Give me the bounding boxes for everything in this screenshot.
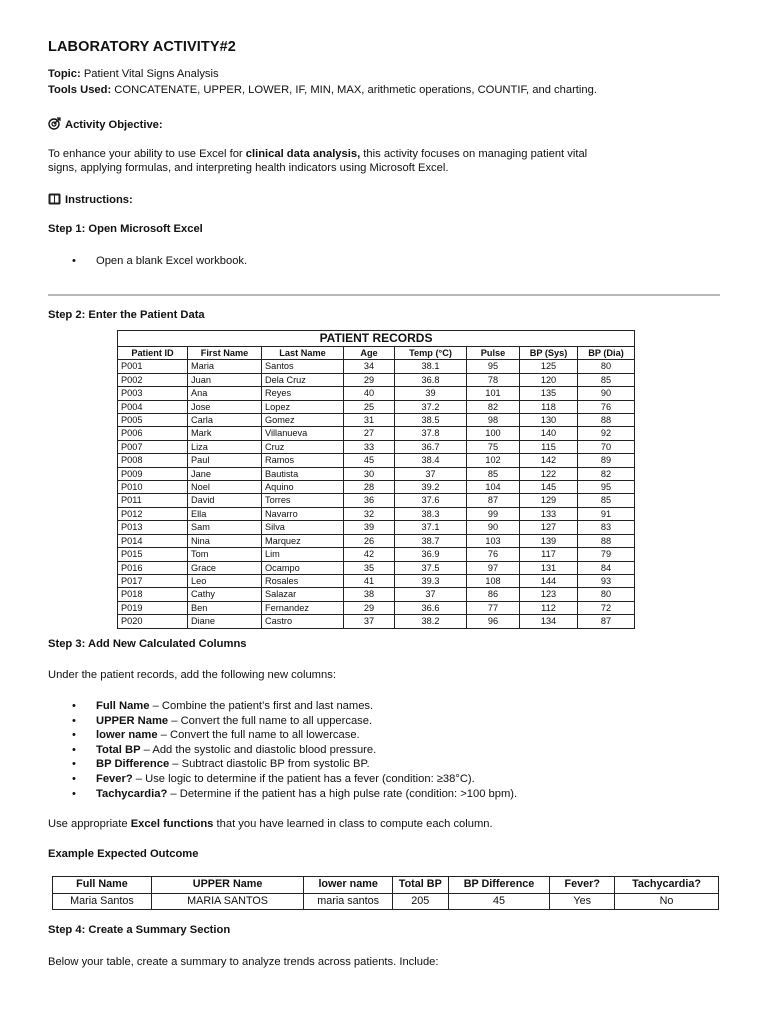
table-cell: P004 [118, 400, 188, 413]
table-cell: P002 [118, 373, 188, 386]
table-cell: P001 [118, 360, 188, 373]
table-cell: 144 [520, 574, 578, 587]
table-cell: P016 [118, 561, 188, 574]
table-cell: 75 [467, 440, 520, 453]
column-header: Full Name [53, 877, 152, 894]
table-cell: 104 [467, 481, 520, 494]
table-row [118, 400, 635, 413]
table-cell: 129 [520, 494, 578, 507]
step4-heading: Step 4: Create a Summary Section [48, 924, 231, 936]
instructions-heading [48, 193, 133, 208]
table-row [53, 893, 719, 910]
table-cell: P011 [118, 494, 188, 507]
table-cell: 32 [344, 507, 395, 520]
table-cell: 88 [578, 534, 635, 547]
table-cell: Diane [188, 615, 262, 628]
column-header: UPPER Name [151, 877, 303, 894]
column-header: BP (Sys) [520, 347, 578, 360]
column-description: – Determine if the patient has a high pulse rate (condition: >100 bpm). [167, 787, 518, 800]
tools-line [48, 84, 597, 96]
table-cell: 95 [467, 360, 520, 373]
table-cell: 31 [344, 414, 395, 427]
table-cell: 92 [578, 427, 635, 440]
table-cell: 83 [578, 521, 635, 534]
table-cell: 90 [578, 387, 635, 400]
table-cell: 85 [467, 467, 520, 480]
objective-text: To enhance your ability to use Excel for [48, 148, 246, 160]
table-cell: Torres [262, 494, 344, 507]
table-cell: Yes [550, 893, 615, 910]
table-cell: 120 [520, 373, 578, 386]
column-term: Tachycardia? [96, 787, 168, 800]
table-cell: 101 [467, 387, 520, 400]
table-cell: 38.2 [395, 615, 467, 628]
table-cell: 42 [344, 548, 395, 561]
table-cell: Tom [188, 548, 262, 561]
column-header: Fever? [550, 877, 615, 894]
column-header: Total BP [393, 877, 449, 894]
table-cell: 82 [578, 467, 635, 480]
table-cell: P009 [118, 467, 188, 480]
table-cell: 76 [467, 548, 520, 561]
table-cell: maria santos [304, 893, 393, 910]
table-cell: Cathy [188, 588, 262, 601]
column-header: BP Difference [448, 877, 550, 894]
table-cell: 98 [467, 414, 520, 427]
table-cell: Grace [188, 561, 262, 574]
table-row [118, 414, 635, 427]
table-cell: 70 [578, 440, 635, 453]
column-term: Fever? [96, 772, 133, 785]
table-cell: 36.9 [395, 548, 467, 561]
table-cell: 36.8 [395, 373, 467, 386]
table-cell: 139 [520, 534, 578, 547]
table-cell: P015 [118, 548, 188, 561]
table-cell: 45 [344, 454, 395, 467]
table-cell: P020 [118, 615, 188, 628]
list-item [72, 699, 517, 714]
list-item [72, 787, 517, 802]
table-header-row [53, 877, 719, 894]
list-item [72, 743, 517, 758]
table-cell: 36.6 [395, 601, 467, 614]
objective-emphasis: clinical data analysis, [245, 148, 361, 160]
table-cell: 41 [344, 574, 395, 587]
tools-value: CONCATENATE, UPPER, LOWER, IF, MIN, MAX, arithmetic operations, COUNTIF, and charting. [111, 84, 597, 96]
table-row [118, 440, 635, 453]
table-cell: 134 [520, 615, 578, 628]
table-cell: Navarro [262, 507, 344, 520]
table-header-row [118, 347, 635, 360]
table-cell: Fernandez [262, 601, 344, 614]
table-cell: P010 [118, 481, 188, 494]
table-cell: 39 [395, 387, 467, 400]
table-cell: Lim [262, 548, 344, 561]
table-cell: 34 [344, 360, 395, 373]
table-cell: Mark [188, 427, 262, 440]
table-cell: P007 [118, 440, 188, 453]
table-cell: P006 [118, 427, 188, 440]
table-cell: Gomez [262, 414, 344, 427]
table-cell: Lopez [262, 400, 344, 413]
table-cell: Rosales [262, 574, 344, 587]
table-cell: 96 [467, 615, 520, 628]
table-cell: 76 [578, 400, 635, 413]
column-header: BP (Dia) [578, 347, 635, 360]
table-cell: 37.5 [395, 561, 467, 574]
table-cell: P018 [118, 588, 188, 601]
table-cell: 37.8 [395, 427, 467, 440]
table-cell: 45 [448, 893, 550, 910]
table-cell: Reyes [262, 387, 344, 400]
functions-note-emphasis: Excel functions [130, 818, 214, 830]
table-cell: Dela Cruz [262, 373, 344, 386]
table-cell: 95 [578, 481, 635, 494]
table-cell: Jose [188, 400, 262, 413]
column-header: Pulse [467, 347, 520, 360]
table-body [118, 360, 635, 628]
target-icon [48, 117, 61, 133]
table-cell: 39.2 [395, 481, 467, 494]
table-cell: 85 [578, 373, 635, 386]
table-cell: 27 [344, 427, 395, 440]
page-title: LABORATORY ACTIVITY#2 [48, 39, 236, 55]
table-row [118, 467, 635, 480]
table-cell: 72 [578, 601, 635, 614]
column-description: – Add the systolic and diastolic blood pressure. [140, 743, 377, 756]
table-cell: Maria Santos [53, 893, 152, 910]
table-caption: PATIENT RECORDS [118, 331, 635, 347]
table-cell: 102 [467, 454, 520, 467]
objective-text-cont: this activity focuses on managing patient vital [360, 148, 588, 160]
calculated-columns-list [72, 699, 517, 801]
table-cell: 140 [520, 427, 578, 440]
table-cell: 30 [344, 467, 395, 480]
objective-line-2: signs, applying formulas, and interpreting health indicators using Microsoft Excel. [48, 162, 449, 174]
column-description: – Subtract diastolic BP from systolic BP. [169, 758, 370, 771]
table-row [118, 494, 635, 507]
table-cell: 85 [578, 494, 635, 507]
column-term: Total BP [96, 743, 141, 756]
table-row [118, 561, 635, 574]
table-cell: 38.1 [395, 360, 467, 373]
table-cell: 130 [520, 414, 578, 427]
table-cell: 79 [578, 548, 635, 561]
table-cell: 115 [520, 440, 578, 453]
table-cell: 37.6 [395, 494, 467, 507]
table-cell: Nina [188, 534, 262, 547]
table-row [118, 601, 635, 614]
table-cell: 29 [344, 601, 395, 614]
column-description: – Convert the full name to all uppercase. [168, 714, 373, 727]
table-cell: Noel [188, 481, 262, 494]
table-cell: Santos [262, 360, 344, 373]
table-row [118, 481, 635, 494]
table-cell: 26 [344, 534, 395, 547]
table-cell: 37 [344, 615, 395, 628]
table-cell: 39 [344, 521, 395, 534]
patient-records-table [117, 330, 635, 629]
table-cell: P019 [118, 601, 188, 614]
list-item [72, 772, 517, 787]
table-cell: P014 [118, 534, 188, 547]
table-cell: 89 [578, 454, 635, 467]
list-item [72, 728, 517, 743]
table-row [118, 373, 635, 386]
section-divider [48, 294, 720, 296]
step1-heading: Step 1: Open Microsoft Excel [48, 223, 203, 235]
table-cell: Cruz [262, 440, 344, 453]
table-cell: Juan [188, 373, 262, 386]
table-cell: P012 [118, 507, 188, 520]
table-cell: Ben [188, 601, 262, 614]
topic-value: Patient Vital Signs Analysis [80, 68, 219, 80]
table-cell: 40 [344, 387, 395, 400]
table-cell: 93 [578, 574, 635, 587]
table-row [118, 615, 635, 628]
table-cell: Ocampo [262, 561, 344, 574]
table-cell: Ramos [262, 454, 344, 467]
table-cell: Castro [262, 615, 344, 628]
table-cell: Silva [262, 521, 344, 534]
table-cell: 37.1 [395, 521, 467, 534]
table-cell: 78 [467, 373, 520, 386]
table-cell: Salazar [262, 588, 344, 601]
column-term: lower name [96, 729, 158, 742]
table-cell: 145 [520, 481, 578, 494]
column-description: – Use logic to determine if the patient has a fever (condition: ≥38°C). [132, 772, 475, 785]
column-header: Age [344, 347, 395, 360]
functions-note-text-cont: that you have learned in class to compute each column. [213, 818, 493, 830]
table-cell: 205 [393, 893, 449, 910]
table-cell: 87 [467, 494, 520, 507]
tools-label: Tools Used: [48, 84, 112, 96]
topic-line [48, 68, 219, 80]
table-cell: Marquez [262, 534, 344, 547]
table-cell: 103 [467, 534, 520, 547]
step2-heading: Step 2: Enter the Patient Data [48, 309, 205, 321]
table-cell: 36.7 [395, 440, 467, 453]
example-outcome-table [52, 876, 719, 910]
table-cell: 33 [344, 440, 395, 453]
column-term: Full Name [96, 700, 150, 712]
table-cell: P013 [118, 521, 188, 534]
table-cell: 77 [467, 601, 520, 614]
table-cell: 80 [578, 588, 635, 601]
table-cell: Maria [188, 360, 262, 373]
table-row [118, 427, 635, 440]
objective-line-1 [48, 148, 587, 160]
table-cell: 90 [467, 521, 520, 534]
table-cell: 82 [467, 400, 520, 413]
table-cell: P005 [118, 414, 188, 427]
table-cell: 122 [520, 467, 578, 480]
column-header: lower name [304, 877, 393, 894]
table-cell: 142 [520, 454, 578, 467]
table-cell: 123 [520, 588, 578, 601]
table-cell: 37 [395, 467, 467, 480]
functions-note-text: Use appropriate [48, 818, 131, 830]
table-cell: Villanueva [262, 427, 344, 440]
table-cell: 88 [578, 414, 635, 427]
table-cell: 37 [395, 588, 467, 601]
table-cell: 131 [520, 561, 578, 574]
column-description: – Convert the full name to all lowercase. [157, 729, 360, 742]
table-cell: 29 [344, 373, 395, 386]
table-cell: Carla [188, 414, 262, 427]
step1-list [72, 254, 247, 269]
column-description: – Combine the patient’s first and last names. [149, 700, 374, 712]
list-item [72, 714, 517, 729]
objective-heading [48, 117, 163, 133]
table-cell: 38.4 [395, 454, 467, 467]
table-row [118, 360, 635, 373]
table-cell: 38.7 [395, 534, 467, 547]
table-cell: 99 [467, 507, 520, 520]
table-cell: Ella [188, 507, 262, 520]
table-cell: 25 [344, 400, 395, 413]
table-cell: 100 [467, 427, 520, 440]
table-row [118, 507, 635, 520]
table-row [118, 534, 635, 547]
table-cell: Sam [188, 521, 262, 534]
table-cell: 135 [520, 387, 578, 400]
table-cell: 86 [467, 588, 520, 601]
table-cell: 28 [344, 481, 395, 494]
table-row [118, 454, 635, 467]
table-cell: 37.2 [395, 400, 467, 413]
table-cell: No [615, 893, 719, 910]
table-row [118, 387, 635, 400]
table-cell: Jane [188, 467, 262, 480]
table-cell: Paul [188, 454, 262, 467]
table-cell: MARIA SANTOS [151, 893, 303, 910]
table-cell: P003 [118, 387, 188, 400]
list-item: • Open a blank Excel workbook. [72, 254, 247, 269]
step4-intro: Below your table, create a summary to analyze trends across patients. Include: [48, 956, 439, 968]
list-item [72, 757, 517, 772]
table-cell: P008 [118, 454, 188, 467]
column-header: Patient ID [118, 347, 188, 360]
table-cell: 91 [578, 507, 635, 520]
book-icon [48, 193, 61, 208]
table-cell: Ana [188, 387, 262, 400]
table-cell: 118 [520, 400, 578, 413]
table-cell: 36 [344, 494, 395, 507]
step3-intro: Under the patient records, add the following new columns: [48, 669, 336, 681]
column-header: Tachycardia? [615, 877, 719, 894]
table-cell: 38 [344, 588, 395, 601]
step3-heading: Step 3: Add New Calculated Columns [48, 638, 247, 650]
table-cell: 127 [520, 521, 578, 534]
topic-label: Topic: [48, 68, 81, 80]
table-cell: 80 [578, 360, 635, 373]
table-cell: 38.3 [395, 507, 467, 520]
column-header: Temp (°C) [395, 347, 467, 360]
table-cell: 133 [520, 507, 578, 520]
table-cell: 35 [344, 561, 395, 574]
table-cell: Bautista [262, 467, 344, 480]
table-cell: 125 [520, 360, 578, 373]
column-header: Last Name [262, 347, 344, 360]
table-cell: Leo [188, 574, 262, 587]
table-cell: 87 [578, 615, 635, 628]
table-cell: Liza [188, 440, 262, 453]
table-cell: 39.3 [395, 574, 467, 587]
table-cell: 117 [520, 548, 578, 561]
table-row [118, 574, 635, 587]
table-cell: 112 [520, 601, 578, 614]
table-row [118, 588, 635, 601]
table-row [118, 548, 635, 561]
table-cell: 108 [467, 574, 520, 587]
table-cell: P017 [118, 574, 188, 587]
table-cell: 97 [467, 561, 520, 574]
objective-heading-text: Activity Objective: [65, 119, 163, 131]
functions-note [48, 818, 493, 830]
table-cell: 84 [578, 561, 635, 574]
instructions-heading-text: Instructions: [65, 194, 133, 206]
column-term: BP Difference [96, 758, 170, 771]
example-heading: Example Expected Outcome [48, 848, 199, 860]
column-term: UPPER Name [96, 714, 169, 727]
column-header: First Name [188, 347, 262, 360]
table-row [118, 521, 635, 534]
table-cell: Aquino [262, 481, 344, 494]
table-cell: David [188, 494, 262, 507]
table-cell: 38.5 [395, 414, 467, 427]
